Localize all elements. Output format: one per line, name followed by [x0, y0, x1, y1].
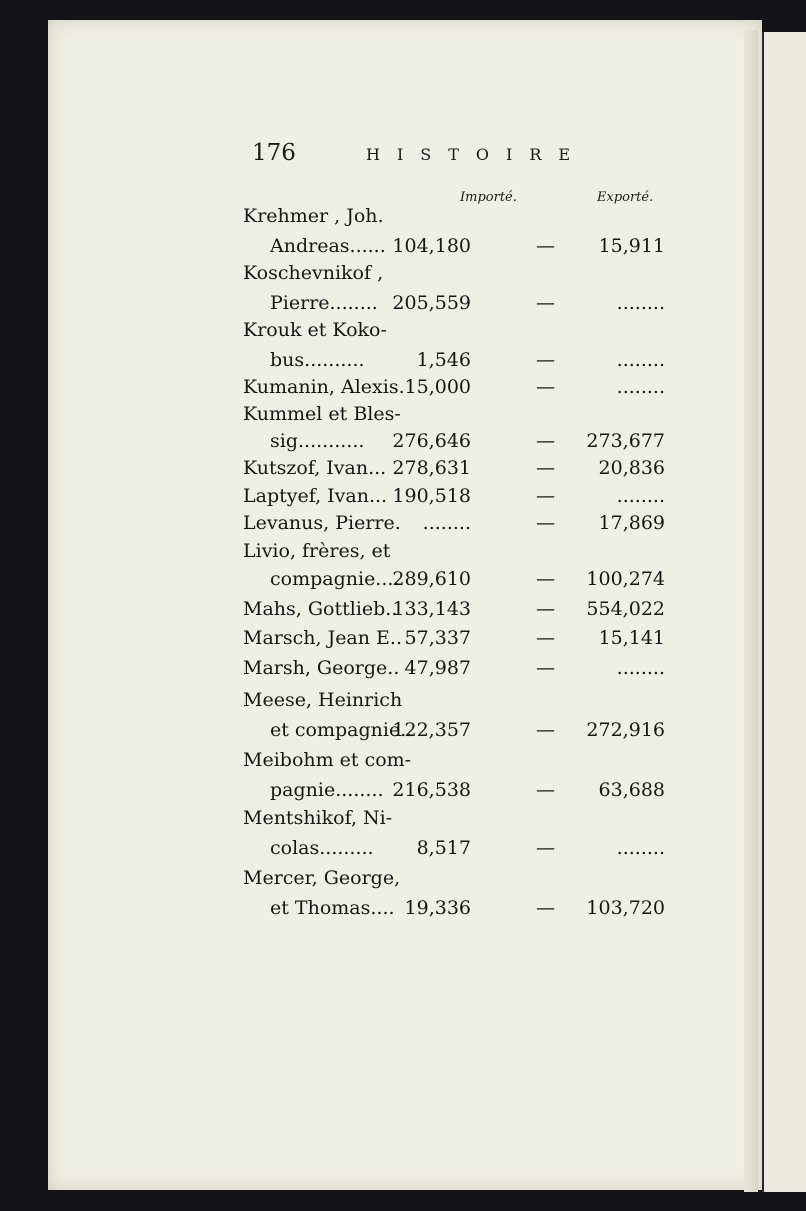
- separator-dash: —: [536, 235, 555, 257]
- table-row: [243, 510, 683, 537]
- separator-dash: —: [536, 376, 555, 398]
- table-row: [243, 566, 683, 593]
- export-value: ........: [616, 349, 665, 371]
- separator-dash: —: [536, 719, 555, 741]
- export-value: 15,911: [598, 235, 665, 257]
- separator-dash: —: [536, 292, 555, 314]
- export-value: 272,916: [586, 719, 665, 741]
- table-row: [243, 777, 683, 804]
- merchant-name: Mercer, George,: [243, 867, 401, 889]
- export-value: 100,274: [586, 568, 665, 590]
- export-value: 103,720: [586, 897, 665, 919]
- import-value: 133,143: [392, 598, 471, 620]
- separator-dash: —: [536, 568, 555, 590]
- export-value: ........: [616, 376, 665, 398]
- page-number: 176: [252, 140, 296, 166]
- separator-dash: —: [536, 457, 555, 479]
- separator-dash: —: [536, 430, 555, 452]
- import-value: 122,357: [392, 719, 471, 741]
- merchant-name: bus..........: [270, 349, 365, 371]
- import-value: 190,518: [392, 485, 471, 507]
- export-value: 273,677: [586, 430, 665, 452]
- separator-dash: —: [536, 598, 555, 620]
- export-column-header: Exporté.: [597, 190, 654, 205]
- separator-dash: —: [536, 627, 555, 649]
- import-value: 8,517: [416, 837, 471, 859]
- table-row: [243, 747, 683, 774]
- merchant-name: Marsh, George..: [243, 657, 400, 679]
- import-value: 1,546: [416, 349, 471, 371]
- export-value: 17,869: [598, 512, 665, 534]
- import-value: 216,538: [392, 779, 471, 801]
- merchant-name: et Thomas....: [270, 897, 395, 919]
- import-value: ........: [422, 512, 471, 534]
- import-value: 19,336: [404, 897, 471, 919]
- merchant-name: Marsch, Jean E..: [243, 627, 402, 649]
- merchant-name: Pierre........: [270, 292, 378, 314]
- table-row: [243, 687, 683, 714]
- table-row: [243, 260, 683, 287]
- merchant-name: Mahs, Gottlieb..: [243, 598, 398, 620]
- export-value: 15,141: [598, 627, 665, 649]
- page-title: HISTOIRE: [366, 145, 588, 164]
- table-row: [243, 290, 683, 317]
- facing-page-edge: [762, 32, 806, 1192]
- table-row: [243, 655, 683, 682]
- merchant-name: Kummel et Bles-: [243, 403, 401, 425]
- merchant-name: Kumanin, Alexis.: [243, 376, 405, 398]
- merchant-name: Laptyef, Ivan...: [243, 485, 388, 507]
- merchant-name: Meese, Heinrich: [243, 689, 403, 711]
- import-value: 15,000: [404, 376, 471, 398]
- import-column-header: Importé.: [460, 190, 517, 205]
- table-row: [243, 203, 683, 230]
- import-value: 205,559: [392, 292, 471, 314]
- separator-dash: —: [536, 349, 555, 371]
- separator-dash: —: [536, 657, 555, 679]
- merchant-name: Levanus, Pierre.: [243, 512, 401, 534]
- merchant-name: sig...........: [270, 430, 365, 452]
- import-value: 289,610: [392, 568, 471, 590]
- page-gutter: [744, 30, 758, 1192]
- table-row: [243, 455, 683, 482]
- table-row: [243, 625, 683, 652]
- merchant-name: colas.........: [270, 837, 374, 859]
- merchant-name: Kutszof, Ivan...: [243, 457, 387, 479]
- separator-dash: —: [536, 512, 555, 534]
- separator-dash: —: [536, 779, 555, 801]
- import-value: 104,180: [392, 235, 471, 257]
- table-row: [243, 428, 683, 455]
- table-row: [243, 374, 683, 401]
- table-row: [243, 483, 683, 510]
- merchant-name: Andreas......: [270, 235, 386, 257]
- export-value: ........: [616, 292, 665, 314]
- separator-dash: —: [536, 837, 555, 859]
- separator-dash: —: [536, 485, 555, 507]
- import-value: 276,646: [392, 430, 471, 452]
- merchant-name: Krehmer , Joh.: [243, 205, 384, 227]
- import-value: 57,337: [404, 627, 471, 649]
- table-row: [243, 835, 683, 862]
- table-row: [243, 895, 683, 922]
- merchant-name: pagnie........: [270, 779, 384, 801]
- merchant-name: Koschevnikof ,: [243, 262, 384, 284]
- table-row: [243, 717, 683, 744]
- export-value: ........: [616, 837, 665, 859]
- table-row: [243, 538, 683, 565]
- export-value: 20,836: [598, 457, 665, 479]
- merchant-name: Mentshikof, Ni-: [243, 807, 393, 829]
- table-row: [243, 401, 683, 428]
- merchant-name: et compagnie..: [270, 719, 413, 741]
- separator-dash: —: [536, 897, 555, 919]
- table-row: [243, 596, 683, 623]
- merchant-name: Meibohm et com-: [243, 749, 412, 771]
- merchant-name: Livio, frères, et: [243, 540, 391, 562]
- export-value: ........: [616, 657, 665, 679]
- table-row: [243, 347, 683, 374]
- export-value: 63,688: [598, 779, 665, 801]
- import-value: 278,631: [392, 457, 471, 479]
- table-row: [243, 805, 683, 832]
- merchant-name: compagnie....: [270, 568, 400, 590]
- export-value: ........: [616, 485, 665, 507]
- export-value: 554,022: [586, 598, 665, 620]
- table-row: [243, 317, 683, 344]
- merchant-name: Krouk et Koko-: [243, 319, 387, 341]
- table-row: [243, 865, 683, 892]
- import-value: 47,987: [404, 657, 471, 679]
- table-row: [243, 233, 683, 260]
